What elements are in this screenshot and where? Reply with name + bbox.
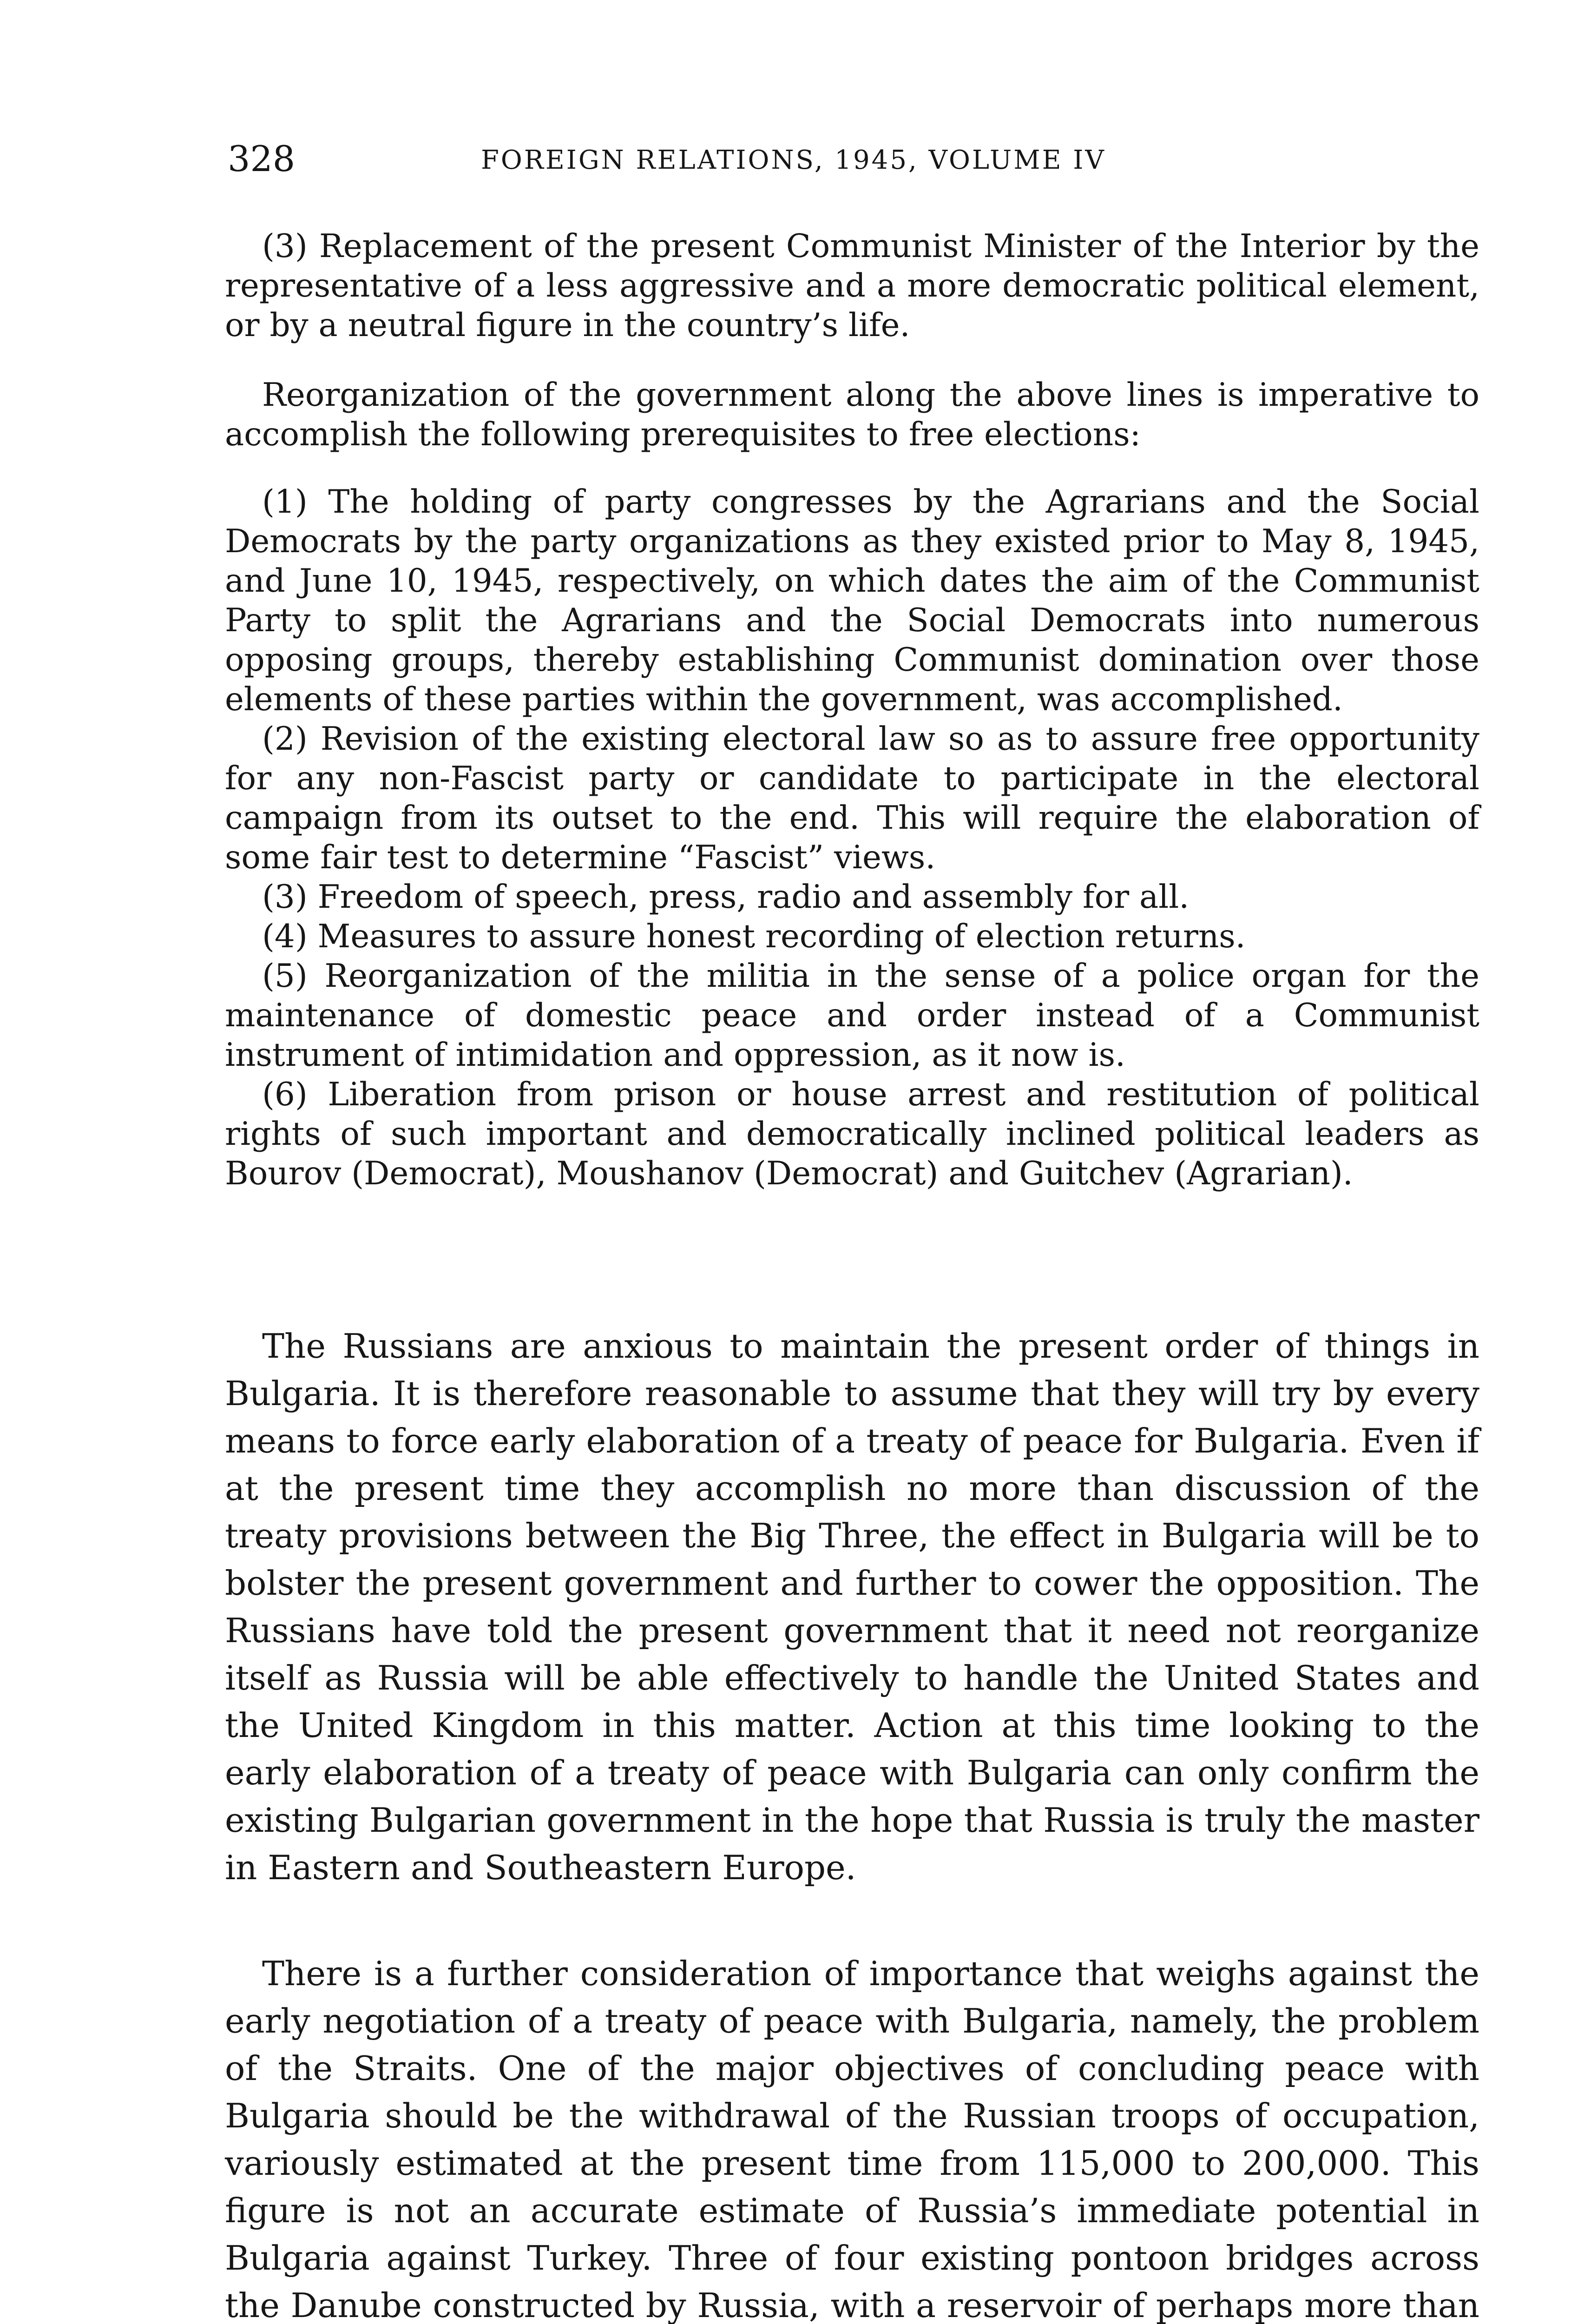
opening-item-paragraph: (3) Replacement of the present Communist Minister of the Interior by the representative of a less aggressive and a more democratic political element, or by a neutral figure in the country’s life. <box>225 228 1479 344</box>
prerequisite-item: (1) The holding of party congresses by the Agrarians and the Social Democrats by the party organizations as they existed prior to May 8, 1945, and June 10, 1945, respectively, on which dates the aim of the Communist Party to split the Agrarians and the Social Democrats into numerous opposing groups, thereby establishing Communist domination over those elements of these parties within the government, was accomplished. <box>225 483 1479 718</box>
prerequisite-item: (2) Revision of the existing electoral law so as to assure free opportunity for any non-Fascist party or candidate to participate in the electoral campaign from its outset to the end. This will require the elaboration of some fair test to determine “Fascist” views. <box>225 720 1479 876</box>
reorganization-intro-paragraph: Reorganization of the government along the above lines is imperative to accomplish the following prerequisites to free elections: <box>225 376 1479 453</box>
prerequisite-item: (4) Measures to assure honest recording of election returns. <box>262 918 1246 955</box>
prerequisites-list <box>225 482 1479 1194</box>
prerequisite-item: (5) Reorganization of the militia in the sense of a police organ for the maintenance of domestic peace and order instead of a Communist instrument of intimidation and oppression, as it now is. <box>225 957 1479 1074</box>
prerequisite-item: (6) Liberation from prison or house arrest and restitution of political rights of such important and democratically inclined political leaders as Bourov (Democrat), Moushanov (Democrat) and Guitchev (Agrarian). <box>225 1076 1479 1192</box>
page-number: 328 <box>228 138 296 179</box>
body-paragraph: There is a further consideration of importance that weighs against the early negotiation of a treaty of peace with Bulgaria, namely, the problem of the Straits. One of the major objectives of concluding peace with Bulgaria should be the withdrawal of the Russian troops of occupation, variously estimated at the present time from 115,000 to 200,000. This figure is not an accurate estimate of Russia’s immediate potential in Bulgaria against Turkey. Three of four existing pontoon bridges across the Danube constructed by Russia, with a reservoir of perhaps more than <box>225 1954 1479 2324</box>
page-header <box>228 136 1482 187</box>
body-paragraph: The Russians are anxious to maintain the present order of things in Bulgaria. It is therefore reasonable to assume that they will try by every means to force early elaboration of a treaty of peace for Bulgaria. Even if at the present time they accomplish no more than discussion of the treaty provisions between the Big Three, the effect in Bulgaria will be to bolster the present government and further to cower the opposition. The Russians have told the present government that it need not reorganize itself as Russia will be able effectively to handle the United States and the United Kingdom in this matter. Action at this time looking to the early elaboration of a treaty of peace with Bulgaria can only confirm the existing Bulgarian government in the hope that Russia is truly the master in Eastern and Southeastern Europe. <box>225 1327 1479 1887</box>
running-title: FOREIGN RELATIONS, 1945, VOLUME IV <box>481 145 1106 175</box>
prerequisite-item: (3) Freedom of speech, press, radio and assembly for all. <box>262 878 1190 916</box>
